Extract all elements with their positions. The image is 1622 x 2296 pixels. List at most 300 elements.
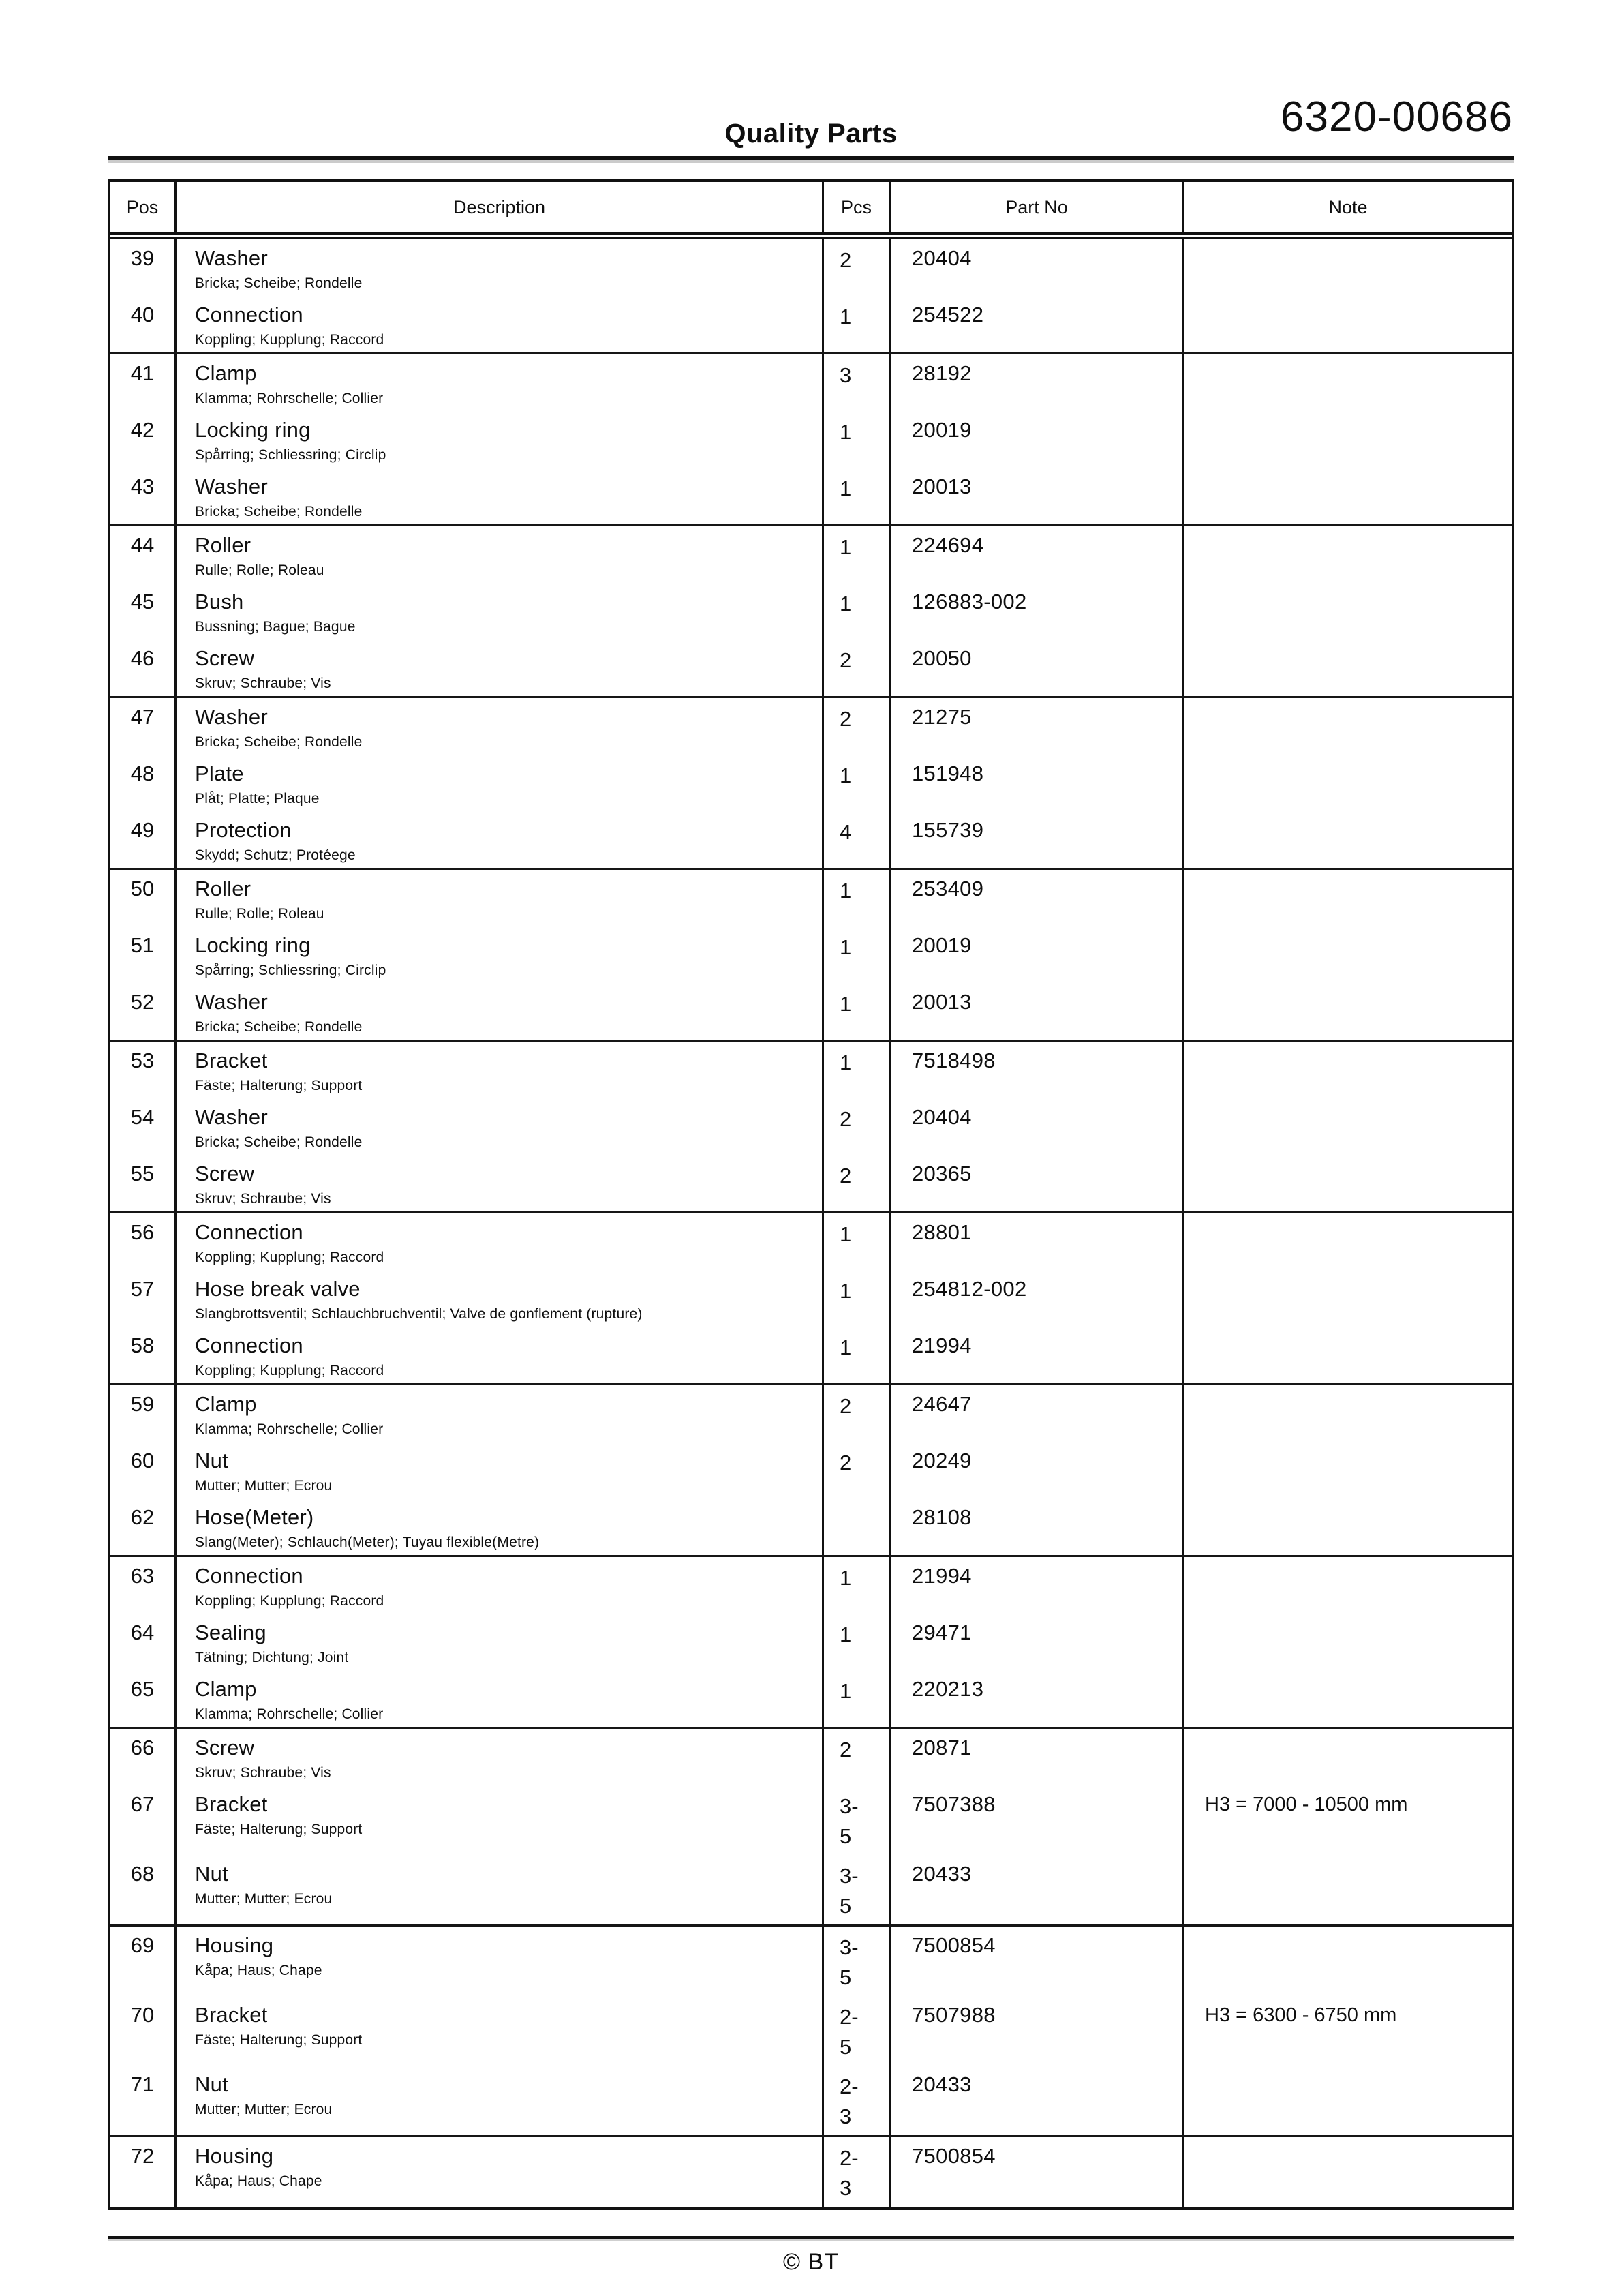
- part-no-cell: 151948: [889, 755, 1182, 811]
- note-cell: [1182, 1498, 1512, 1555]
- pcs-value: 1: [840, 477, 852, 500]
- description-translations: Bussning; Bague; Bague: [195, 619, 356, 635]
- description-name: Housing: [195, 1933, 274, 1957]
- pos-cell: 62: [130, 1505, 155, 1529]
- note-cell: [1182, 1213, 1512, 1270]
- part-no-cell: 20365: [889, 1155, 1182, 1211]
- part-no-cell: 253409: [889, 870, 1182, 926]
- note-cell: [1182, 2066, 1512, 2135]
- table-row: [110, 354, 1512, 411]
- column-header-description: Description: [174, 182, 822, 232]
- table-row: [110, 411, 1512, 468]
- note-cell: [1182, 983, 1512, 1040]
- description-translations: Fäste; Halterung; Support: [195, 1822, 363, 1837]
- note-cell: [1182, 1042, 1512, 1098]
- description-cell: [174, 755, 822, 811]
- column-header-pos: Pos: [126, 196, 159, 217]
- table-row: [110, 1385, 1512, 1442]
- description-name: Hose break valve: [195, 1277, 361, 1301]
- table-row: [110, 583, 1512, 639]
- description-name: Nut: [195, 1449, 228, 1472]
- description-cell: [174, 639, 822, 696]
- table-row: [110, 296, 1512, 352]
- part-no-cell: 21994: [889, 1327, 1182, 1383]
- description-cell: [174, 983, 822, 1040]
- footer-copyright: © BT: [783, 2249, 839, 2275]
- part-no-cell: 7507388: [889, 1785, 1182, 1855]
- note-cell: [1182, 639, 1512, 696]
- table-row: [110, 2137, 1512, 2207]
- description-translations: Klamma; Rohrschelle; Collier: [195, 391, 384, 406]
- pcs-value: 2: [840, 1394, 852, 1418]
- part-no-cell: 20871: [889, 1729, 1182, 1785]
- description-cell: [174, 1498, 822, 1555]
- note-cell: [1182, 811, 1512, 868]
- table-row: [110, 1213, 1512, 1270]
- part-no-cell: 155739: [889, 811, 1182, 868]
- description-name: Connection: [195, 303, 303, 327]
- pcs-cell: [822, 1498, 889, 1555]
- pos-cell: 63: [130, 1564, 155, 1588]
- pcs-value: 1: [840, 420, 852, 444]
- description-name: Washer: [195, 1105, 268, 1129]
- table-row: [110, 1098, 1512, 1155]
- description-translations: Rulle; Rolle; Roleau: [195, 562, 324, 578]
- pos-cell: 72: [130, 2144, 155, 2168]
- pcs-value: 3: [840, 363, 852, 387]
- part-no-cell: 20013: [889, 468, 1182, 524]
- description-cell: [174, 1442, 822, 1498]
- row-group: [110, 2137, 1512, 2207]
- pos-cell: 68: [130, 1862, 155, 1886]
- pcs-value: 1: [840, 879, 852, 903]
- part-no-cell: 29471: [889, 1614, 1182, 1670]
- description-name: Washer: [195, 474, 268, 498]
- pos-cell: 66: [130, 1736, 155, 1759]
- row-group: [110, 1729, 1512, 1927]
- column-header-part-no: Part No: [889, 182, 1182, 232]
- pos-cell: 55: [130, 1162, 155, 1185]
- pcs-cell: [822, 1270, 889, 1327]
- table-row: [110, 239, 1512, 296]
- pcs-value: 2: [840, 648, 852, 672]
- description-translations: Koppling; Kupplung; Raccord: [195, 1363, 384, 1378]
- pcs-cell: [822, 1614, 889, 1670]
- pcs-value: 2-5: [840, 2005, 859, 2059]
- pcs-value: 1: [840, 1335, 852, 1359]
- pcs-value: 1: [840, 1279, 852, 1303]
- part-no-cell: 220213: [889, 1670, 1182, 1727]
- description-translations: Bricka; Scheibe; Rondelle: [195, 275, 363, 291]
- table-row: [110, 870, 1512, 926]
- pcs-value: 4: [840, 820, 852, 844]
- description-translations: Klamma; Rohrschelle; Collier: [195, 1421, 384, 1437]
- part-no-cell: 28192: [889, 354, 1182, 411]
- pcs-cell: [822, 755, 889, 811]
- pcs-value: 2: [840, 1451, 852, 1475]
- part-no-cell: 24647: [889, 1385, 1182, 1442]
- description-cell: [174, 1327, 822, 1383]
- page-title: Quality Parts: [724, 119, 898, 149]
- description-name: Connection: [195, 1333, 303, 1357]
- pcs-value: 1: [840, 1622, 852, 1646]
- column-header-note: Note: [1182, 182, 1512, 232]
- description-cell: [174, 1670, 822, 1727]
- description-name: Locking ring: [195, 933, 311, 957]
- part-no-cell: 20404: [889, 239, 1182, 296]
- part-no-cell: 21994: [889, 1557, 1182, 1614]
- pcs-value: 1: [840, 1051, 852, 1074]
- part-no-cell: 20050: [889, 639, 1182, 696]
- description-name: Washer: [195, 705, 268, 729]
- note-cell: [1182, 926, 1512, 983]
- pos-cell: 50: [130, 877, 155, 901]
- note-cell: [1182, 1729, 1512, 1785]
- pos-cell: 46: [130, 646, 155, 670]
- description-cell: [174, 1098, 822, 1155]
- pos-cell: 58: [130, 1333, 155, 1357]
- part-no-cell: 20433: [889, 2066, 1182, 2135]
- description-cell: [174, 1614, 822, 1670]
- description-cell: [174, 698, 822, 755]
- description-cell: [174, 2066, 822, 2135]
- pcs-cell: [822, 1155, 889, 1211]
- description-translations: Skruv; Schraube; Vis: [195, 676, 331, 691]
- description-name: Washer: [195, 990, 268, 1014]
- description-name: Nut: [195, 2072, 228, 2096]
- pcs-value: 2-3: [840, 2074, 859, 2128]
- description-cell: [174, 1927, 822, 1996]
- description-name: Roller: [195, 877, 251, 901]
- pcs-cell: [822, 1042, 889, 1098]
- description-translations: Bricka; Scheibe; Rondelle: [195, 1019, 363, 1035]
- table-row: [110, 1927, 1512, 1996]
- pcs-value: 1: [840, 1566, 852, 1590]
- description-translations: Mutter; Mutter; Ecrou: [195, 1891, 333, 1907]
- pos-cell: 59: [130, 1392, 155, 1416]
- description-translations: Plåt; Platte; Plaque: [195, 791, 320, 806]
- note-cell: [1182, 1098, 1512, 1155]
- note-cell: [1182, 583, 1512, 639]
- description-translations: Slang(Meter); Schlauch(Meter); Tuyau flexible(Metre): [195, 1535, 540, 1550]
- description-name: Screw: [195, 1162, 255, 1185]
- pcs-cell: [822, 639, 889, 696]
- row-group: [110, 1927, 1512, 2137]
- table-row: [110, 1614, 1512, 1670]
- table-row: [110, 983, 1512, 1040]
- description-translations: Bricka; Scheibe; Rondelle: [195, 734, 363, 750]
- pcs-value: 2-3: [840, 2146, 859, 2200]
- part-no-cell: 7518498: [889, 1042, 1182, 1098]
- note-cell: [1182, 411, 1512, 468]
- description-cell: [174, 1270, 822, 1327]
- row-group: [110, 526, 1512, 698]
- table-row: [110, 1327, 1512, 1383]
- column-header-pcs: Pcs: [822, 182, 889, 232]
- pcs-cell: [822, 926, 889, 983]
- description-cell: [174, 239, 822, 296]
- pcs-cell: [822, 1327, 889, 1383]
- pos-cell: 60: [130, 1449, 155, 1472]
- page-header: [108, 0, 1514, 156]
- description-name: Nut: [195, 1862, 228, 1886]
- table-row: [110, 926, 1512, 983]
- description-name: Connection: [195, 1564, 303, 1588]
- note-cell: H3 = 7000 - 10500 mm: [1182, 1785, 1512, 1855]
- description-cell: [174, 1855, 822, 1924]
- description-name: Bracket: [195, 1792, 268, 1816]
- description-cell: [174, 468, 822, 524]
- table-row: [110, 526, 1512, 583]
- part-no-cell: 7500854: [889, 2137, 1182, 2207]
- table-row: [110, 1996, 1512, 2066]
- description-cell: [174, 1042, 822, 1098]
- description-name: Hose(Meter): [195, 1505, 314, 1529]
- pos-cell: 43: [130, 474, 155, 498]
- part-no-cell: 20019: [889, 926, 1182, 983]
- description-name: Housing: [195, 2144, 274, 2168]
- note-cell: [1182, 296, 1512, 352]
- pcs-cell: [822, 411, 889, 468]
- description-translations: Skydd; Schutz; Protéege: [195, 847, 356, 863]
- note-cell: [1182, 526, 1512, 583]
- pcs-value: 1: [840, 592, 852, 616]
- description-cell: [174, 1996, 822, 2066]
- pcs-value: 3-5: [840, 1935, 859, 1989]
- pos-cell: 42: [130, 418, 155, 442]
- pcs-cell: [822, 1855, 889, 1924]
- parts-table: [108, 179, 1514, 2210]
- note-cell: [1182, 698, 1512, 755]
- pos-cell: 53: [130, 1048, 155, 1072]
- row-group: [110, 1385, 1512, 1557]
- pcs-cell: [822, 1098, 889, 1155]
- description-name: Sealing: [195, 1620, 266, 1644]
- pos-cell: 54: [130, 1105, 155, 1129]
- description-cell: [174, 2137, 822, 2207]
- pcs-value: 1: [840, 764, 852, 787]
- pos-cell: 48: [130, 761, 155, 785]
- note-cell: [1182, 755, 1512, 811]
- pcs-value: 3-5: [840, 1794, 859, 1848]
- description-translations: Koppling; Kupplung; Raccord: [195, 1250, 384, 1265]
- note-cell: [1182, 468, 1512, 524]
- pos-cell: 49: [130, 818, 155, 842]
- table-row: [110, 1042, 1512, 1098]
- pcs-value: 1: [840, 1222, 852, 1246]
- pcs-value: 1: [840, 1679, 852, 1703]
- description-translations: Bricka; Scheibe; Rondelle: [195, 1134, 363, 1150]
- pos-cell: 71: [130, 2072, 155, 2096]
- description-cell: [174, 926, 822, 983]
- description-cell: [174, 1557, 822, 1614]
- part-no-cell: 20013: [889, 983, 1182, 1040]
- table-row: [110, 811, 1512, 868]
- pcs-value: 2: [840, 248, 852, 272]
- document-number: 6320-00686: [1281, 93, 1513, 140]
- row-group: [110, 1557, 1512, 1729]
- description-name: Roller: [195, 533, 251, 557]
- pcs-cell: [822, 1785, 889, 1855]
- table-row: [110, 1270, 1512, 1327]
- pcs-cell: [822, 354, 889, 411]
- description-translations: Fäste; Halterung; Support: [195, 1078, 363, 1093]
- pos-cell: 41: [130, 361, 155, 385]
- description-name: Protection: [195, 818, 292, 842]
- table-row: [110, 1670, 1512, 1727]
- pcs-value: 2: [840, 1738, 852, 1762]
- note-cell: [1182, 1327, 1512, 1383]
- description-translations: Klamma; Rohrschelle; Collier: [195, 1706, 384, 1722]
- table-row: [110, 639, 1512, 696]
- pcs-cell: [822, 1385, 889, 1442]
- description-translations: Spårring; Schliessring; Circlip: [195, 963, 386, 978]
- footer-rule: [108, 2236, 1514, 2239]
- description-cell: [174, 1385, 822, 1442]
- description-name: Bracket: [195, 2003, 268, 2027]
- pos-cell: 52: [130, 990, 155, 1014]
- pos-cell: 51: [130, 933, 155, 957]
- row-group: [110, 870, 1512, 1042]
- table-row: [110, 2066, 1512, 2135]
- pcs-cell: [822, 1670, 889, 1727]
- pcs-value: 1: [840, 992, 852, 1016]
- description-cell: [174, 870, 822, 926]
- table-body: [110, 239, 1512, 2207]
- part-no-cell: 20249: [889, 1442, 1182, 1498]
- description-name: Clamp: [195, 1392, 257, 1416]
- description-name: Connection: [195, 1220, 303, 1244]
- description-name: Screw: [195, 1736, 255, 1759]
- pcs-cell: [822, 1927, 889, 1996]
- part-no-cell: 224694: [889, 526, 1182, 583]
- pcs-cell: [822, 2137, 889, 2207]
- description-translations: Tätning; Dichtung; Joint: [195, 1650, 349, 1665]
- row-group: [110, 1213, 1512, 1385]
- description-translations: Skruv; Schraube; Vis: [195, 1765, 331, 1781]
- pos-cell: 56: [130, 1220, 155, 1244]
- pcs-cell: [822, 2066, 889, 2135]
- pcs-cell: [822, 870, 889, 926]
- description-translations: Rulle; Rolle; Roleau: [195, 906, 324, 922]
- table-row: [110, 468, 1512, 524]
- note-cell: H3 = 6300 - 6750 mm: [1182, 1996, 1512, 2066]
- note-cell: [1182, 354, 1512, 411]
- part-no-cell: 20404: [889, 1098, 1182, 1155]
- part-no-cell: 126883-002: [889, 583, 1182, 639]
- pcs-cell: [822, 583, 889, 639]
- row-group: [110, 1042, 1512, 1213]
- page: [108, 0, 1514, 2276]
- description-name: Washer: [195, 246, 268, 270]
- description-translations: Kåpa; Haus; Chape: [195, 1963, 322, 1978]
- note-cell: [1182, 870, 1512, 926]
- note-cell: [1182, 1614, 1512, 1670]
- table-row: [110, 1729, 1512, 1785]
- part-no-cell: 20019: [889, 411, 1182, 468]
- row-group: [110, 698, 1512, 870]
- pcs-value: 1: [840, 305, 852, 329]
- pcs-cell: [822, 1557, 889, 1614]
- pcs-cell: [822, 296, 889, 352]
- description-name: Bush: [195, 590, 244, 614]
- pos-cell: 64: [130, 1620, 155, 1644]
- description-cell: [174, 296, 822, 352]
- part-no-cell: 254812-002: [889, 1270, 1182, 1327]
- description-translations: Mutter; Mutter; Ecrou: [195, 1478, 333, 1494]
- description-name: Clamp: [195, 361, 257, 385]
- description-cell: [174, 1785, 822, 1855]
- description-cell: [174, 583, 822, 639]
- pcs-cell: [822, 468, 889, 524]
- note-cell: [1182, 239, 1512, 296]
- description-cell: [174, 1729, 822, 1785]
- note-cell: [1182, 1442, 1512, 1498]
- description-translations: Skruv; Schraube; Vis: [195, 1191, 331, 1207]
- note-cell: [1182, 1855, 1512, 1924]
- pcs-cell: [822, 526, 889, 583]
- description-cell: [174, 1155, 822, 1211]
- pos-cell: 67: [130, 1792, 155, 1816]
- note-cell: [1182, 1557, 1512, 1614]
- note-cell: [1182, 1927, 1512, 1996]
- row-group: [110, 239, 1512, 354]
- note-cell: [1182, 1270, 1512, 1327]
- pcs-value: 2: [840, 1107, 852, 1131]
- note-cell: [1182, 1155, 1512, 1211]
- part-no-cell: 7500854: [889, 1927, 1182, 1996]
- pos-cell: 47: [130, 705, 155, 729]
- description-cell: [174, 354, 822, 411]
- pos-cell: 45: [130, 590, 155, 614]
- description-cell: [174, 811, 822, 868]
- description-name: Plate: [195, 761, 244, 785]
- part-no-cell: 7507988: [889, 1996, 1182, 2066]
- table-row: [110, 698, 1512, 755]
- description-translations: Spårring; Schliessring; Circlip: [195, 447, 386, 463]
- pcs-cell: [822, 239, 889, 296]
- pos-cell: 44: [130, 533, 155, 557]
- table-header-row: [110, 182, 1512, 239]
- pcs-value: 1: [840, 535, 852, 559]
- table-row: [110, 1785, 1512, 1855]
- note-cell: [1182, 1670, 1512, 1727]
- pos-cell: 70: [130, 2003, 155, 2027]
- description-cell: [174, 1213, 822, 1270]
- pcs-cell: [822, 1213, 889, 1270]
- row-group: [110, 354, 1512, 526]
- table-row: [110, 1498, 1512, 1555]
- pcs-cell: [822, 1996, 889, 2066]
- description-cell: [174, 411, 822, 468]
- description-translations: Slangbrottsventil; Schlauchbruchventil; Valve de gonflement (rupture): [195, 1306, 643, 1322]
- pcs-cell: [822, 983, 889, 1040]
- pcs-cell: [822, 698, 889, 755]
- part-no-cell: 28108: [889, 1498, 1182, 1555]
- part-no-cell: 20433: [889, 1855, 1182, 1924]
- description-translations: Koppling; Kupplung; Raccord: [195, 332, 384, 348]
- pcs-value: 2: [840, 707, 852, 731]
- table-row: [110, 1155, 1512, 1211]
- description-translations: Fäste; Halterung; Support: [195, 2032, 363, 2048]
- description-cell: [174, 526, 822, 583]
- pcs-value: 2: [840, 1164, 852, 1188]
- part-no-cell: 254522: [889, 296, 1182, 352]
- description-translations: Kåpa; Haus; Chape: [195, 2173, 322, 2189]
- description-translations: Mutter; Mutter; Ecrou: [195, 2102, 333, 2117]
- pcs-cell: [822, 811, 889, 868]
- note-cell: [1182, 2137, 1512, 2207]
